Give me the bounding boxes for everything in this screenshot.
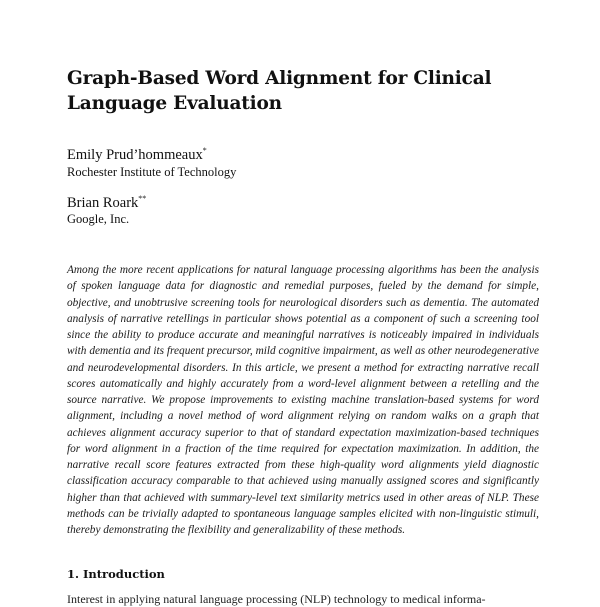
body-text-first-line: Interest in applying natural language processing (NLP) technology to medical informa- xyxy=(67,592,486,606)
author-2 xyxy=(67,194,146,212)
abstract: Among the more recent applications for natural language processing algorithms has been the analysis of spoken language data for diagnostic and remedial purposes, fueled by the demand for simple, objective, and unobtrusive screening tools for neurological disorders such as dementia. The automated analysis of narrative retellings in particular shows potential as a component of such a screening tool since the ability to produce accurate and meaningful narratives is noticeably impaired in individuals with dementia and its frequent precursor, mild cognitive impairment, as well as other neurodegenerative and neurodevelopmental disorders. In this article, we present a method for extracting narrative recall scores automatically and highly accurately from a word-level alignment between a retelling and the source narrative. We propose improvements to existing machine translation-based systems for word alignment, including a novel method of word alignment relying on random walks on a graph that achieves alignment accuracy superior to that of standard expectation maximization-based techniques for word alignment in a fraction of the time required for expectation maximization. In addition, the narrative recall score features extracted from these high-quality word alignments yield diagnostic classification accuracy comparable to that achieved using manually assigned scores and significantly higher than that achieved with summary-level text similarity metrics used in other areas of NLP. These methods can be trivially adapted to spontaneous language samples elicited with non-linguistic stimuli, thereby demonstrating the flexibility and generalizability of these methods. xyxy=(67,264,539,536)
title-line-1: Graph-Based Word Alignment for Clinical xyxy=(67,68,492,89)
author-1-footnote-mark: * xyxy=(202,146,207,155)
title-line-2: Language Evaluation xyxy=(67,93,282,114)
author-1-name: Emily Prud’hommeaux xyxy=(67,147,203,163)
paper-title xyxy=(67,66,537,116)
section-heading-introduction: 1. Introduction xyxy=(67,567,165,581)
author-2-name: Brian Roark xyxy=(67,195,139,211)
author-2-affiliation: Google, Inc. xyxy=(67,212,130,226)
author-1-affiliation: Rochester Institute of Technology xyxy=(67,165,237,179)
author-2-footnote-mark: ** xyxy=(138,194,147,203)
author-1 xyxy=(67,146,207,164)
